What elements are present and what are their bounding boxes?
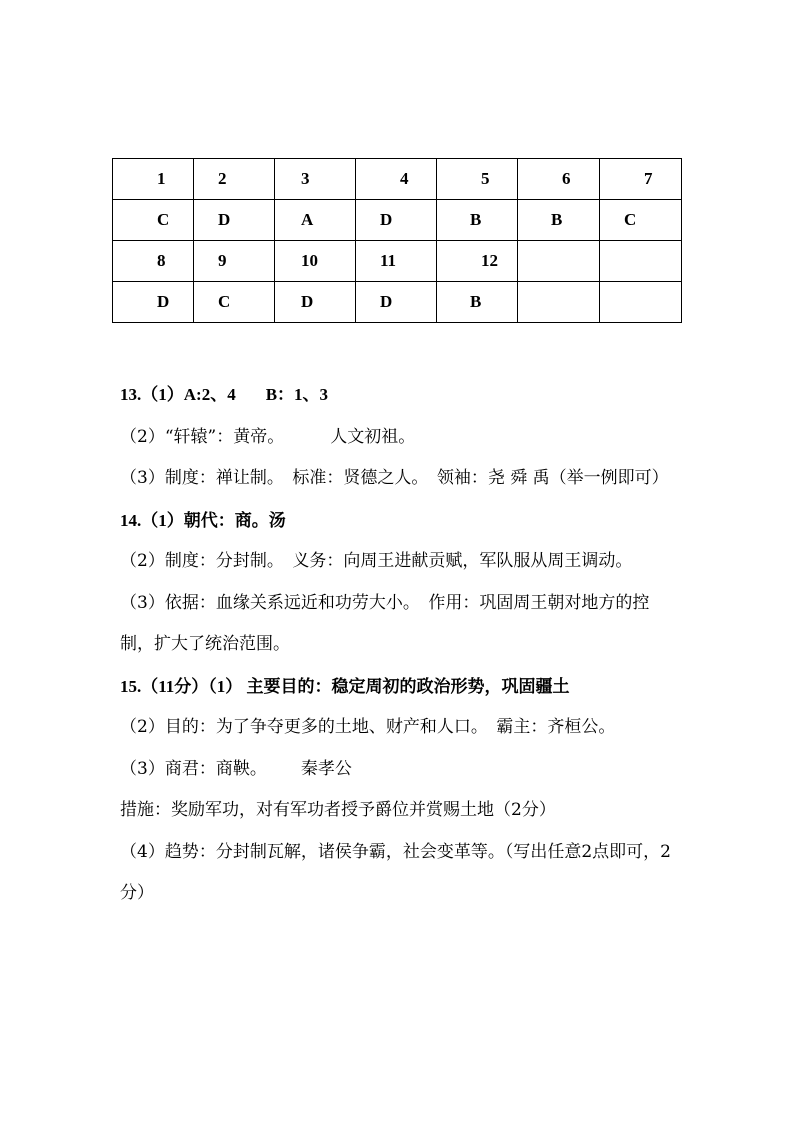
table-cell: 3 [275,159,356,200]
table-cell [600,282,682,323]
table-cell: 5 [437,159,518,200]
table-cell: 2 [194,159,275,200]
table-cell [518,241,600,282]
table-cell: D [113,282,194,323]
table-row [113,200,682,241]
q15-part3-b: 秦孝公 [300,758,352,779]
table-cell: 6 [518,159,600,200]
table-cell: 4 [356,159,437,200]
q13-part1-b: B：1、3 [265,385,329,404]
table-cell: 10 [275,241,356,282]
q15-part2: （2）目的：为了争夺更多的土地、财产和人口。 霸主：齐桓公。 [120,717,616,737]
q15-part1: 15.（11分）（1） 主要目的：稳定周初的政治形势，巩固疆土 [120,676,570,696]
q14-part2: （2）制度：分封制。 义务：向周王进献贡赋，军队服从周王调动。 [120,551,633,571]
table-cell: 1 [113,159,194,200]
q13-label: 13.（1）A:2、4 [120,385,236,404]
q15-part3-a: （3）商君：商鞅。 [120,758,267,779]
table-cell: D [275,282,356,323]
q13-part2 [120,417,682,459]
table-cell [600,241,682,282]
q15-part3 [120,749,682,791]
table-cell: 8 [113,241,194,282]
table-row [113,241,682,282]
q14-part1: 14.（1）朝代：商。汤 [120,510,286,530]
q13-part1 [120,374,682,417]
table-cell: 11 [356,241,437,282]
q13-part3: （3）制度：禅让制。 标准：贤德之人。 领袖：尧 舜 禹（举一例即可） [120,468,669,488]
table-cell: 12 [437,241,518,282]
table-row [113,159,682,200]
q13-part2-a: （2）“轩辕”：黄帝。 [120,426,285,447]
table-cell: B [518,200,600,241]
table-cell [518,282,600,323]
table-cell: A [275,200,356,241]
q14-part3: （3）依据：血缘关系远近和功劳大小。 作用：巩固周王朝对地方的控制，扩大了统治范围。 [120,592,650,654]
q15-part4: （4）趋势：分封制瓦解，诸侯争霸，社会变革等。（写出任意2点即可，2分） [120,841,671,903]
table-cell: C [194,282,275,323]
answer-table [112,158,682,323]
answer-content [120,374,682,915]
q15-measures: 措施：奖励军功，对有军功者授予爵位并赏赐土地（2分） [120,800,556,820]
table-cell: B [437,200,518,241]
table-cell: D [194,200,275,241]
table-cell: C [113,200,194,241]
table-cell: 7 [600,159,682,200]
table-cell: C [600,200,682,241]
table-cell: D [356,200,437,241]
table-row [113,282,682,323]
table-cell: B [437,282,518,323]
table-cell: D [356,282,437,323]
q13-part2-b: 人文初祖。 [330,426,416,447]
table-cell: 9 [194,241,275,282]
